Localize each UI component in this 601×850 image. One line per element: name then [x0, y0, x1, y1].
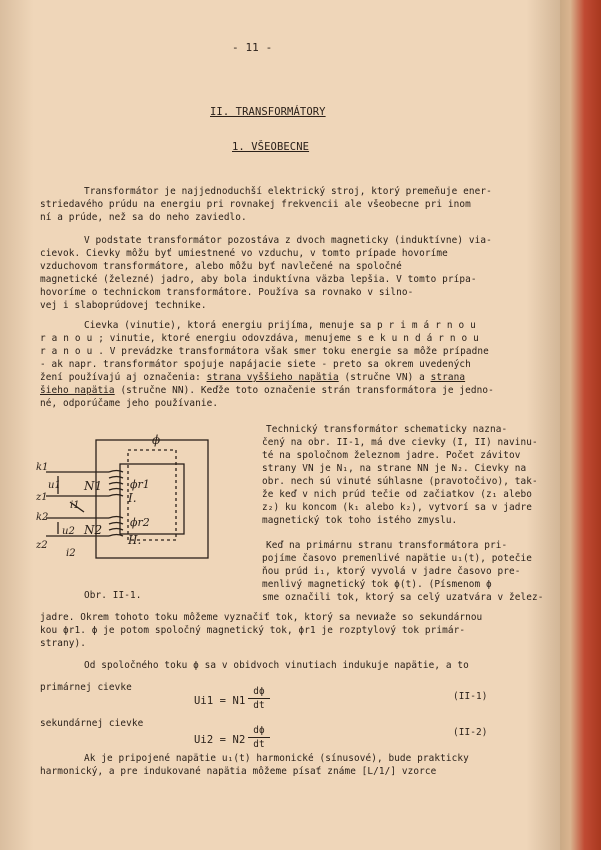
phi-r1-label: ϕr1 [130, 478, 150, 491]
k2-label: k2 [36, 512, 49, 523]
eq1-lhs: Ui1 = N1 [194, 695, 246, 707]
para2-line5: hovoríme o technickom transformátore. Používa sa rovnako v silno- [40, 287, 414, 298]
right-para1-line1: Technický transformátor schematicky nazna- [266, 424, 508, 435]
coil1-winding [109, 471, 123, 497]
page-number: - 11 - [232, 41, 273, 54]
para4-line3: strany). [40, 638, 86, 649]
right-para1-line2: čený na obr. II-1, má dve cievky (I, II) navinu- [262, 437, 538, 448]
right-para1-line3: té na spoločnom železnom jadre. Počet závitov [262, 450, 521, 461]
section-title: 1. VŠEOBECNE [232, 141, 310, 153]
coil2-winding [109, 517, 123, 537]
para1-line3: ní a prúde, než sa do neho zaviedlo. [40, 212, 247, 223]
eq1-intro: primárnej cievke [40, 682, 132, 693]
para5: Od spoločného toku ϕ sa v obidvoch vinutiach indukuje napätie, a to [84, 660, 469, 671]
right-para1-line8: magnetický tok toho istého zmyslu. [262, 515, 458, 526]
coil2-label: II. [128, 533, 142, 547]
right-para1-line7: z₂) ku koncom (k₁ alebo k₂), vytvorí sa v jadre [262, 502, 532, 513]
para3-line6: šieho napätia (stručne NN). Keďže toto označenie strán transformátora je jedno- [40, 385, 494, 396]
z1-label: z1 [36, 492, 48, 503]
transformer-figure [36, 432, 236, 582]
para3-line3: ranou. V prevádzke transformátora však smer toku energie sa môže prípadne [40, 346, 489, 357]
eq1-denominator: dt [253, 700, 265, 711]
eq1-numerator: dϕ [253, 686, 265, 697]
i1-label: i1 [70, 500, 80, 511]
right-para1-line6: že keď v nich prúd tečie od začiatkov (z₁ alebo [262, 489, 532, 500]
para2-line3: vzduchovom transformátore, alebo môžu byť navlečené na spoločné [40, 261, 402, 272]
book-edge [560, 0, 601, 850]
para3-line4: - ak napr. transformátor spojuje napájacie siete - preto sa okrem uvedených [40, 359, 471, 370]
right-para1-line5: obr. nech sú vinuté súhlasne (pravotočivo), tak- [262, 476, 538, 487]
chapter-title: II. TRANSFORMÁTORY [210, 106, 326, 118]
eq2-tag: (II-2) [453, 727, 488, 738]
eq2-numerator: dϕ [253, 725, 265, 736]
eq2-denominator: dt [253, 739, 265, 750]
para3-line5: žení používajú aj označenia: strana vyššieho napätia (stručne VN) a strana [40, 372, 466, 383]
figure-caption: Obr. II-1. [84, 590, 142, 601]
right-para2-line1: Keď na primárnu stranu transformátora pri- [266, 540, 508, 551]
u1-label: u1 [48, 480, 61, 491]
right-para2-line3: ňou prúd i₁, ktorý vyvolá v jadre časovo pre- [262, 566, 521, 577]
n1-label: N1 [84, 479, 103, 493]
right-para2-line5: sme označili tok, ktorý sa celý uzatvára v želez- [262, 592, 544, 603]
z2-label: z2 [36, 540, 48, 551]
para2-line2: cievok. Cievky môžu byť umiestnené vo vzduchu, v tomto prípade hovoríme [40, 248, 448, 259]
para1-line1: Transformátor je najjednoduchší elektrický stroj, ktorý premeňuje ener- [84, 186, 492, 197]
coil1-label: I. [128, 491, 137, 505]
para3-line7: né, odporúčame jeho používanie. [40, 398, 219, 409]
para2-line4: magnetické (železné) jadro, aby bola induktívna väzba lepšia. V tomto prípa- [40, 274, 477, 285]
n2-label: N2 [84, 523, 103, 537]
para6-line1: Ak je pripojené napätie u₁(t) harmonické (sínusové), bude prakticky [84, 753, 469, 764]
para6-line2: harmonický, a pre indukované napätia môžeme písať známe [L/1/] vzorce [40, 766, 437, 777]
para3-line1: Cievka (vinutie), ktorá energiu prijíma, menuje sa primárnou [84, 320, 482, 331]
u2-label: u2 [62, 526, 75, 537]
eq1-fraction-bar [248, 698, 270, 699]
para4-line2: kou ϕr1. ϕ je potom spoločný magnetický tok, ϕr1 je rozptylový tok primár- [40, 625, 466, 636]
k1-label: k1 [36, 462, 49, 473]
right-para2-line2: pojíme časovo premenlivé napätie u₁(t), potečie [262, 553, 532, 564]
para3-line2: ranou; vinutie, ktoré energiu odovzdáva, menujeme sekundárnou [40, 333, 485, 344]
eq2-lhs: Ui2 = N2 [194, 734, 246, 746]
phi-r2-label: ϕr2 [130, 516, 150, 529]
para2-line1: V podstate transformátor pozostáva z dvoch magneticky (induktívne) via- [84, 235, 492, 246]
para4-line1: jadre. Okrem tohoto toku môžeme vyznačiť tok, ktorý sa nevиaže so sekundárnou [40, 612, 483, 623]
i2-label: i2 [66, 548, 76, 559]
eq2-fraction-bar [248, 737, 270, 738]
right-para2-line4: menlivý magnetický tok ϕ(t). (Písmenom ϕ [262, 579, 492, 590]
eq1-tag: (II-1) [453, 691, 488, 702]
eq2-intro: sekundárnej cievke [40, 718, 144, 729]
para2-line6: vej i slaboprúdovej technike. [40, 300, 207, 311]
right-para1-line4: strany VN je N₁, na strane NN je N₂. Cievky na [262, 463, 527, 474]
phi-label: ϕ [152, 433, 161, 447]
para1-line2: striedavého prúdu na energiu pri rovnakej frekvencii ale všeobecne pri inom [40, 199, 471, 210]
